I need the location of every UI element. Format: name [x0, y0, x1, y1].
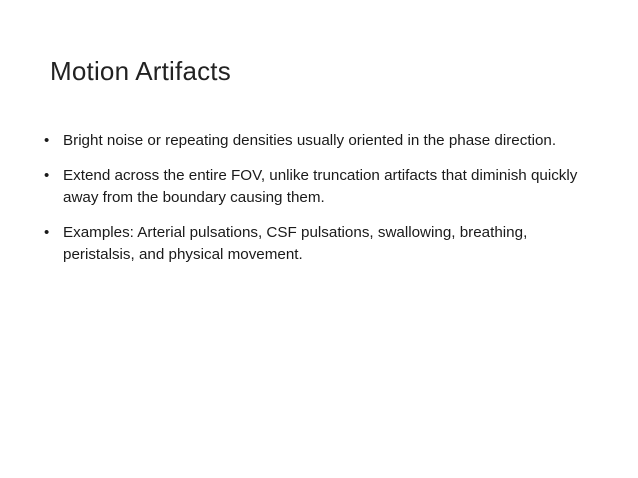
slide-title: Motion Artifacts	[50, 56, 231, 86]
bullet-text: Bright noise or repeating densities usually oriented in the phase direction.	[63, 132, 557, 149]
bullet-item	[44, 130, 592, 152]
bullet-item	[44, 222, 592, 266]
bullet-text: Extend across the entire FOV, unlike truncation artifacts that diminish quickly away from the boundary causing them.	[63, 167, 578, 206]
bullet-text: Examples: Arterial pulsations, CSF pulsations, swallowing, breathing, peristalsis, and physical movement.	[63, 224, 528, 263]
bullet-marker: •	[44, 167, 50, 184]
bullet-marker: •	[44, 132, 50, 149]
bullet-item	[44, 165, 592, 209]
bullet-marker: •	[44, 224, 50, 241]
bullet-list	[44, 130, 592, 279]
